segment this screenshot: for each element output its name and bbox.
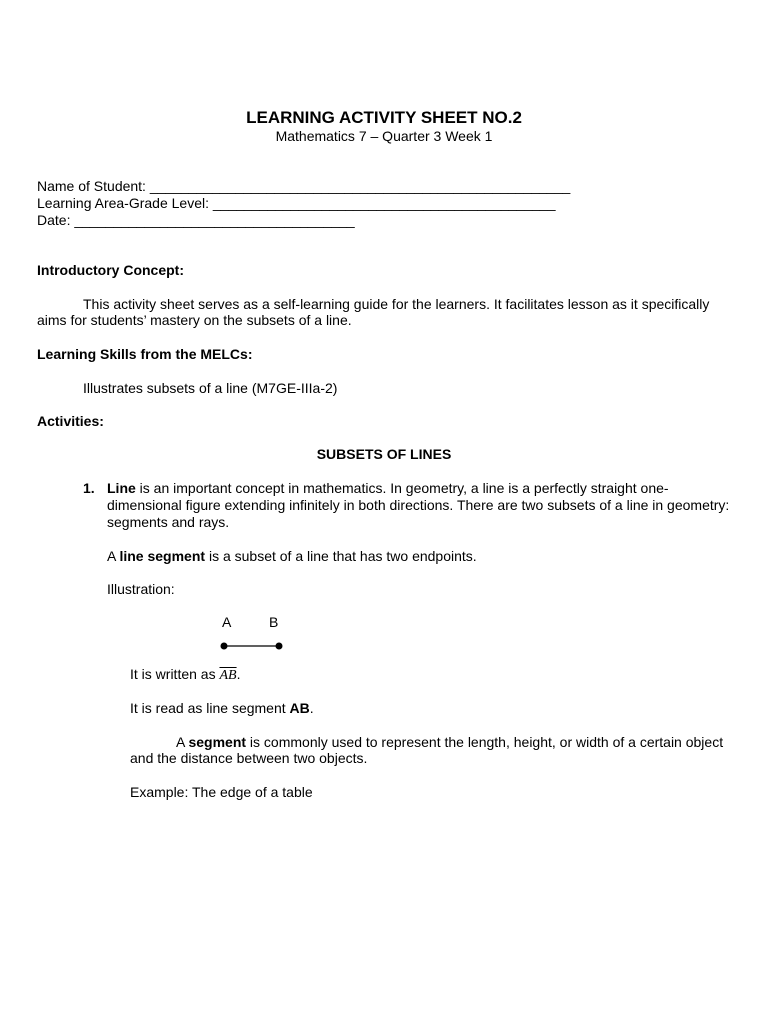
written-as-line [130,666,240,684]
term-segment: segment [188,734,247,750]
term-line: Line [107,480,136,496]
illustration-label: Illustration: [107,581,175,597]
date-field: Date: ____________________________________ [37,212,355,228]
segment-usage-paragraph [130,734,737,766]
read-term: AB [289,700,310,716]
line-definition-text: is an important concept in mathematics. In geometry, a line is a perfectly straight one-dimensional figure extending infinitely in both directions. There are two subsets of a line in geometry: segments and rays. [107,480,730,530]
sheet-title: LEARNING ACTIVITY SHEET NO.2 [246,108,522,127]
example-text: Example: The edge of a table [130,784,313,800]
section-title: SUBSETS OF LINES [316,446,452,462]
segment-definition [107,548,477,564]
read-as-line [130,700,314,716]
intro-paragraph: This activity sheet serves as a self-learning guide for the learners. It facilitates lesson as it specifically aims for students’ mastery on the subsets of a line. [37,296,710,328]
segment-illustration [210,612,300,657]
usage-prefix: A [176,734,189,750]
name-of-student-field: Name of Student: ______________________________________________________ [37,178,571,194]
segment-prefix: A [107,548,120,564]
skills-heading: Learning Skills from the MELCs: [37,346,253,362]
skills-text: Illustrates subsets of a line (M7GE-IIIa-2) [83,380,338,396]
read-suffix: . [309,700,314,716]
term-line-segment: line segment [119,548,206,564]
activities-heading: Activities: [37,413,104,429]
line-definition [107,480,737,531]
usage-text: is commonly used to represent the length, height, or width of a certain object and the distance between two objects. [130,734,724,766]
written-suffix: . [236,666,241,682]
list-number: 1. [83,480,95,496]
written-prefix: It is written as [130,666,220,682]
segment-definition-text: is a subset of a line that has two endpoints. [205,548,477,564]
endpoint-a [221,643,228,650]
segment-notation: $\overline{AB}$ [219,668,237,683]
intro-heading: Introductory Concept: [37,262,184,278]
learning-area-field: Learning Area-Grade Level: ____________________________________________ [37,195,556,211]
point-b-label: B [269,614,279,630]
endpoint-b [276,643,283,650]
sheet-subtitle: Mathematics 7 – Quarter 3 Week 1 [275,128,493,144]
point-a-label: A [222,614,232,630]
read-prefix: It is read as line segment [130,700,290,716]
